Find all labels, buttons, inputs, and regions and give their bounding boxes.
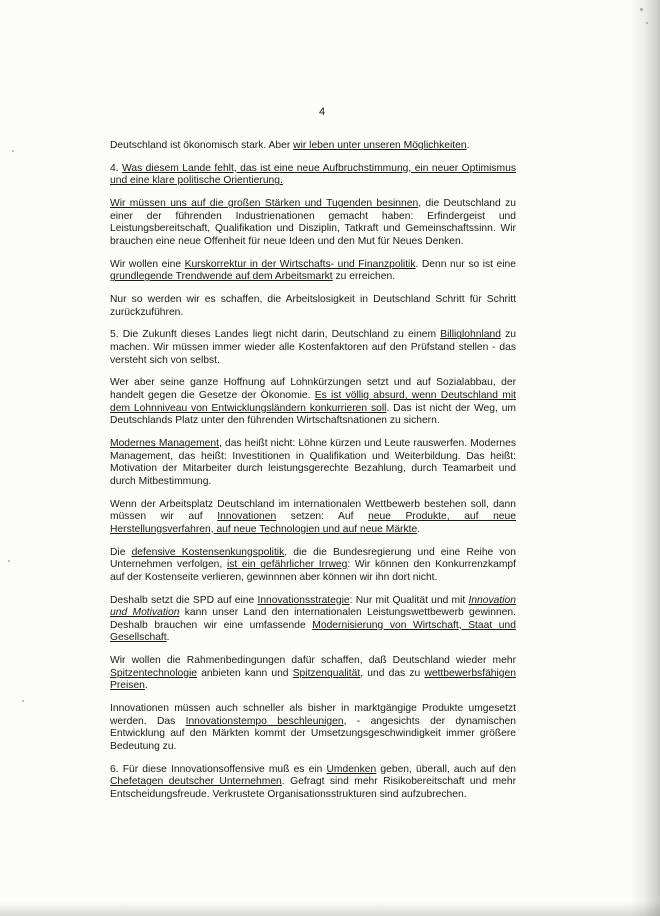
document-body [110, 140, 516, 812]
underlined-phrase: Modernisierung von Wirtschaft, Staat und Gesellschaft [110, 619, 516, 644]
text-run: . [466, 140, 470, 151]
text-run: zu erreichen. [332, 271, 396, 283]
underlined-phrase: grundlegende Trendwende auf dem Arbeitsmarkt [110, 271, 333, 283]
text-run: 4. [110, 162, 123, 174]
text-run: Deutschland ist ökonomisch stark. Aber [110, 140, 294, 151]
text-run: , das heißt nicht: Löhne kürzen und Leute rauswerfen. Modernes Management, das heißt: Investitionen in Qualifikation und Weiterbildung. Das heißt: Motivation der Mitarbeiter durch leistungsgerechte Bezahlung, durch Teamarbeit und durch Mitbestimmung. [110, 438, 516, 487]
text-run: Wir wollen eine [110, 258, 185, 270]
paragraph [110, 294, 516, 319]
text-run: Innovationen müssen auch schneller als bisher in marktgängige Produkte umgesetzt werden. Das [110, 703, 516, 727]
underlined-phrase: Spitzenqualität [292, 667, 361, 679]
underlined-phrase: Innovationsstrategie [257, 594, 350, 606]
scan-speck [640, 8, 643, 11]
underlined-phrase: neue Produkte, auf neue Herstellungsverfahren, auf neue Technologien und auf neue Märkte [110, 511, 516, 535]
underlined-phrase: Spitzentechnologie [110, 667, 198, 679]
text-run: , die Deutschland zu einer der führenden Industrienationen gemacht haben: Erfindergeist und Leistungsbereitschaft, Qualifikation und Disziplin, Tatkraft und Gemeinschaftssinn. Wir brauchen eine neue Offenheit für neue Ideen und den Mut für Neues Denken. [110, 198, 516, 247]
text-run: , und das zu [360, 667, 425, 679]
underlined-phrase: Umdenken [326, 763, 377, 775]
text-run: 6. Für diese Innovationsoffensive muß es ein [110, 763, 327, 775]
text-run: . [166, 632, 170, 644]
scan-shadow-right [630, 0, 660, 916]
paragraph [110, 163, 516, 188]
text-run: . [417, 523, 421, 535]
text-run: . [144, 680, 148, 692]
text-run: Nur so werden wir es schaffen, die Arbeitslosigkeit in Deutschland Schritt für Schritt zurückzuführen. [110, 294, 516, 318]
text-run: . Das ist nicht der Weg, um Deutschlands Platz unter den führenden Wirtschaftsnationen zu sichern. [110, 402, 516, 427]
text-run: , - angesichts der dynamischen Entwicklung auf den Märkten kommt der Umsetzungsgeschwindigkeit immer größere Bedeutung zu. [110, 715, 516, 752]
paragraph [110, 438, 516, 488]
paragraph [110, 140, 516, 153]
text-run: anbieten kann und [197, 667, 293, 679]
scan-speck [22, 700, 24, 702]
text-run: setzen: Auf [276, 511, 369, 523]
text-run: geben, überall, auch auf den [376, 763, 516, 775]
paragraph [110, 764, 516, 802]
paragraph [110, 547, 516, 585]
text-run: 5. Die Zukunft dieses Landes liegt nicht darin, Deutschland zu einem [110, 329, 441, 341]
paragraph [110, 703, 516, 753]
text-run: Die [110, 546, 132, 558]
underlined-phrase: wettbewerbsfähigen Preisen [110, 667, 516, 692]
scan-speck [646, 22, 648, 24]
scan-speck [12, 150, 14, 152]
underlined-phrase: ist ein gefährlicher Irrweg [226, 559, 348, 571]
text-run: . Gefragt sind mehr Risikobereitschaft und mehr Entscheidungsfreude. Verkrustete Organisationsstrukturen sind aufzubrechen. [110, 776, 516, 800]
scan-shadow-bottom [0, 902, 660, 916]
text-run: , die die Bundesregierung und eine Reihe von Unternehmen verfolgen, [110, 546, 517, 571]
underlined-phrase: Innovationen [217, 511, 277, 523]
page-number: 4 [318, 106, 326, 118]
paragraph [110, 655, 516, 693]
text-run: Wir wollen die Rahmenbedingungen dafür schaffen, daß Deutschland wieder mehr [110, 655, 516, 667]
underlined-phrase: Was diesem Lande fehlt, das ist eine neue Aufbruchstimmung, ein neuer Optimismus und eine klare politische Orientierung. [110, 162, 516, 187]
paragraph [110, 499, 516, 537]
text-run: zu machen. Wir müssen immer wieder alle Kostenfaktoren auf den Prüfstand stellen - das versteht sich von selbst. [110, 329, 516, 366]
text-run: . Denn nur so ist eine [415, 258, 516, 270]
text-run: Wenn der Arbeitsplatz Deutschland im internationalen Wettbewerb bestehen soll, dann müssen wir auf [110, 498, 516, 523]
underlined-phrase: Kurskorrektur in der Wirtschafts- und Finanzpolitik [184, 258, 416, 270]
scan-speck [8, 560, 10, 562]
text-run: : Nur mit Qualität und mit [349, 594, 469, 606]
underlined-phrase: Chefetagen deutscher Unternehmen [110, 776, 282, 788]
underlined-phrase: defensive Kostensenkungspolitik [131, 546, 285, 558]
underlined-phrase: Innovation und Motivation [110, 594, 516, 619]
paragraph [110, 377, 516, 427]
paragraph [110, 259, 516, 284]
text-run: Deshalb setzt die SPD auf eine [110, 594, 258, 606]
underlined-phrase: Billiglohnland [440, 329, 501, 341]
underlined-phrase: Modernes Management [110, 438, 219, 449]
text-run: : Wir können den Konkurrenzkampf auf der Kostenseite verlieren, gewinnnen aber können wir ihn dort nicht. [110, 559, 516, 583]
underlined-phrase: Es ist völlig absurd, wenn Deutschland mit dem Lohnniveau von Entwicklungsländern konkurrieren soll [110, 390, 516, 414]
paragraph [110, 595, 516, 645]
underlined-phrase: wir leben unter unseren Möglichkeiten [293, 140, 467, 151]
underlined-phrase: Wir müssen uns auf die großen Stärken und Tugenden besinnen [110, 198, 419, 210]
text-run: Wer aber seine ganze Hoffnung auf Lohnkürzungen setzt und auf Sozialabbau, der handelt gegen die Gesetze der Ökonomie. [110, 377, 516, 402]
underlined-phrase: Innovationstempo beschleunigen [185, 715, 344, 727]
paragraph [110, 329, 516, 367]
text-run: kann unser Land den internationalen Leistungswettbewerb gewinnen. Deshalb brauchen wir eine umfassende [110, 607, 516, 631]
paragraph [110, 198, 516, 248]
